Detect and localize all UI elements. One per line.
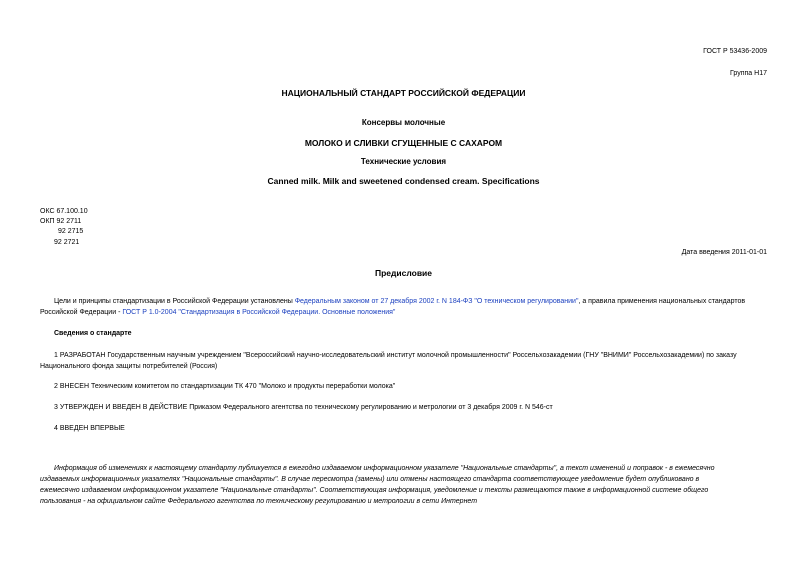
notice-line-3: ежемесячно издаваемом информационном указателе "Национальные стандарты". Соответствующая информация, уведомление и тексты размещаются также в информационной системе общего xyxy=(40,487,709,494)
okp-code: ОКП 92 2711 xyxy=(40,218,82,225)
item-1: 1 РАЗРАБОТАН Государственным научным учреждением "Всероссийский научно-исследовательский институт молочной промышленности" Россельхозакадемии (ГНУ "ВНИМИ" Россельхозакадемии) по заказу xyxy=(54,352,737,359)
oks-code: ОКС 67.100.10 xyxy=(40,208,88,215)
notice-line-1: Информация об изменениях к настоящему стандарту публикуется в ежегодно издаваемом информационном указателе "Национальные стандарты", а текст изменений и поправок - в ежемесячно xyxy=(54,465,715,472)
foreword-heading: Предисловие xyxy=(374,268,433,278)
group-code: Группа Н17 xyxy=(730,70,767,77)
notice-line-2: издаваемых информационных указателях "Национальные стандарты". В случае пересмотра (замены) или отмены настоящего стандарта соответствующее уведомление будет опубликовано в xyxy=(40,476,700,483)
gost-link[interactable]: ГОСТ Р 1.0-2004 "Стандартизация в Российской Федерации. Основные положения" xyxy=(122,309,396,316)
notice-line-4: пользования - на официальном сайте Федерального агентства по техническому регулированию и метрологии в сети Интернет xyxy=(40,498,478,505)
okp-code-2: 92 2715 xyxy=(58,228,84,235)
foreword-text-c: Российской Федерации - xyxy=(40,309,123,316)
item-2: 2 ВНЕСЕН Техническим комитетом по стандартизации ТК 470 "Молоко и продукты переработки молока" xyxy=(54,383,396,390)
foreword-paragraph-1 xyxy=(54,297,745,308)
national-standard-title: НАЦИОНАЛЬНЫЙ СТАНДАРТ РОССИЙСКОЙ ФЕДЕРАЦИИ xyxy=(281,88,526,98)
foreword-text-a: Цели и принципы стандартизации в Российской Федерации установлены xyxy=(54,298,295,305)
item-1-cont: Национального фонда защиты потребителей (Россия) xyxy=(40,363,218,370)
subtitle: Технические условия xyxy=(360,157,447,166)
item-3: 3 УТВЕРЖДЕН И ВВЕДЕН В ДЕЙСТВИЕ Приказом Федерального агентства по техническому регулированию и метрологии от 3 декабря 2009 г. N 546-ст xyxy=(54,404,553,411)
foreword-paragraph-1-cont xyxy=(40,308,395,319)
standard-info-heading: Сведения о стандарте xyxy=(54,330,132,337)
item-4: 4 ВВЕДЕН ВПЕРВЫЕ xyxy=(54,425,125,432)
category-title: Консервы молочные xyxy=(361,118,446,127)
federal-law-link[interactable]: Федеральным законом от 27 декабря 2002 г. N 184-ФЗ "О техническом регулировании" xyxy=(294,298,579,305)
foreword-text-b: , а правила применения национальных стандартов xyxy=(578,298,746,305)
okp-code-3: 92 2721 xyxy=(54,239,80,246)
english-title: Canned milk. Milk and sweetened condensed cream. Specifications xyxy=(267,176,540,186)
introduction-date: Дата введения 2011-01-01 xyxy=(681,249,767,256)
standard-number: ГОСТ Р 53436-2009 xyxy=(703,48,767,55)
main-title: МОЛОКО И СЛИВКИ СГУЩЕННЫЕ С САХАРОМ xyxy=(304,138,503,148)
